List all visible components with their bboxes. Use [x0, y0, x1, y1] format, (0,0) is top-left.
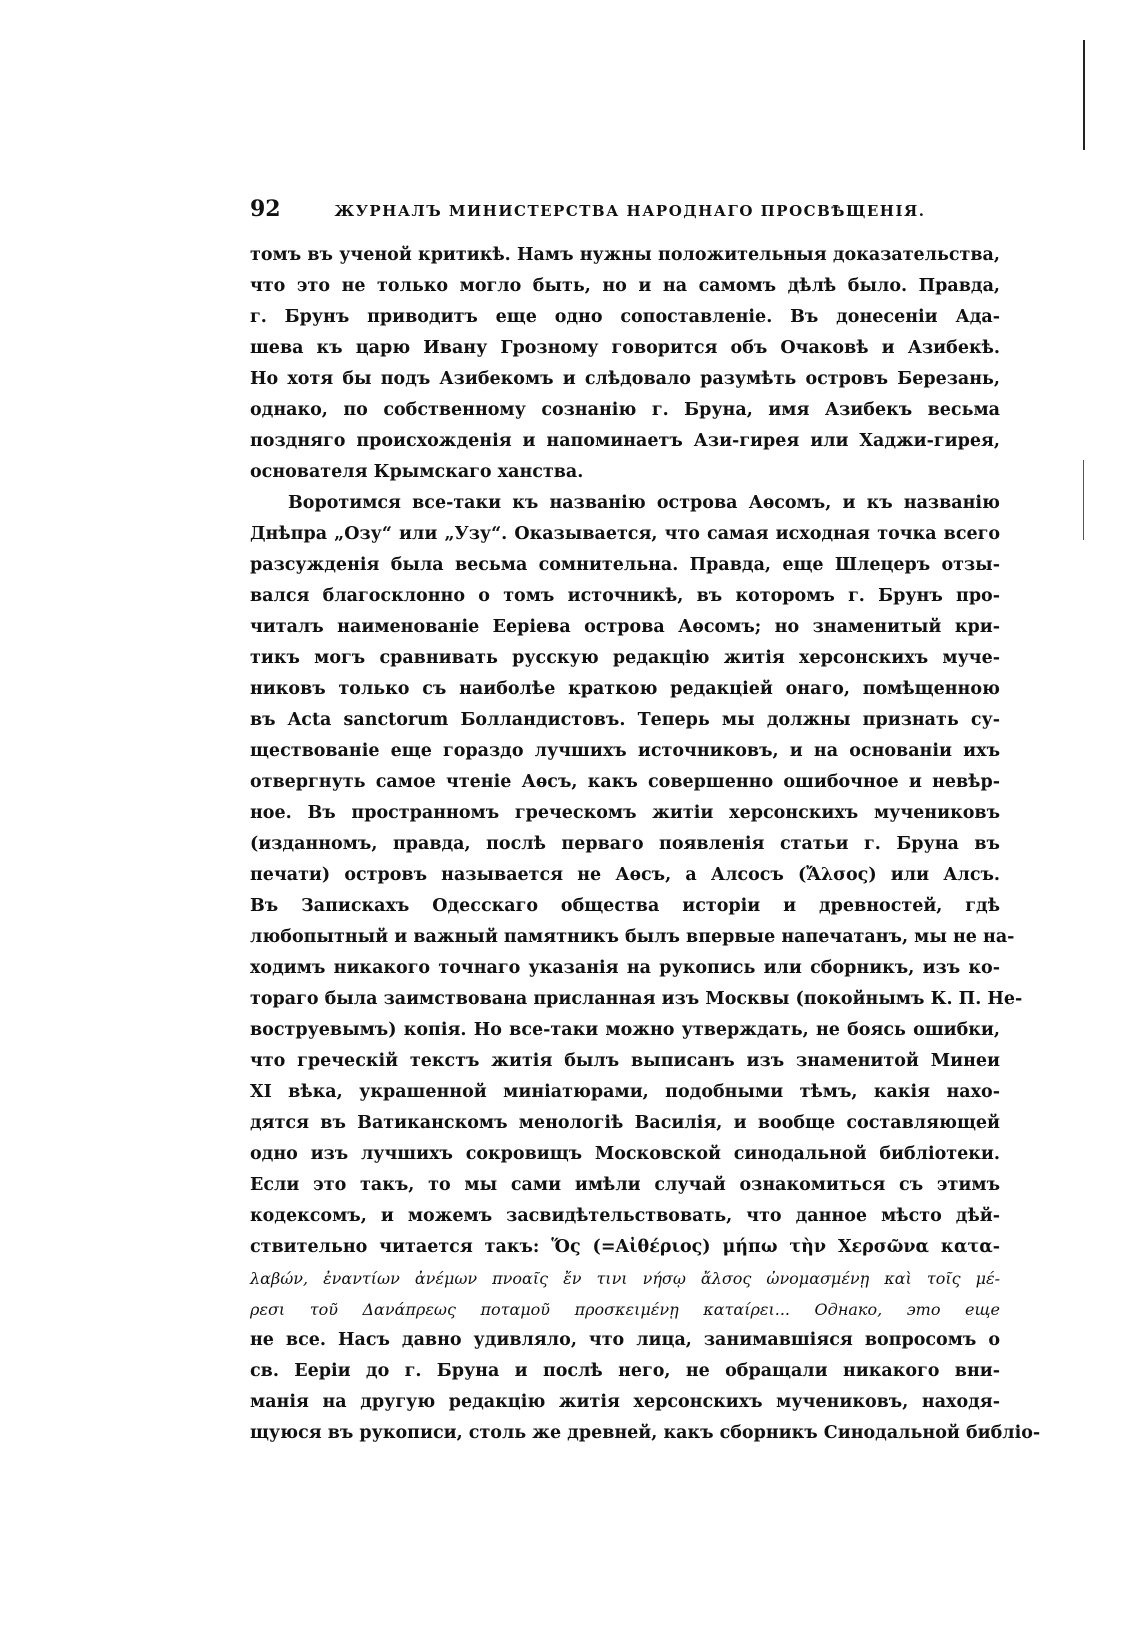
scan-margin-line-lower: [1083, 460, 1084, 540]
text-line: поздняго происхожденія и напоминаетъ Ази-гирея или Хаджи-гирея,: [250, 431, 1000, 451]
text-line: Но хотя бы подъ Азибекомъ и слѣдовало разумѣть островъ Березань,: [250, 369, 1000, 389]
document-page: [250, 196, 1041, 1449]
text-line: щуюся въ рукописи, столь же древней, какъ сборникъ Синодальной библіо-: [250, 1423, 1041, 1443]
text-line: ходимъ никакого точнаго указанія на рукопись или сборникъ, изъ ко-: [250, 958, 1000, 978]
text-line: г. Брунъ приводитъ еще одно сопоставленіе. Въ донесеніи Ада-: [250, 307, 1000, 327]
text-line: Если это такъ, то мы сами имѣли случай ознакомиться съ этимъ: [250, 1175, 1000, 1195]
text-line: (изданномъ, правда, послѣ перваго появленія статьи г. Бруна въ: [250, 834, 1000, 854]
text-line: что греческій текстъ житія былъ выписанъ изъ знаменитой Минеи: [250, 1051, 1000, 1071]
body-text: [250, 240, 1041, 1449]
text-line: одно изъ лучшихъ сокровищъ Московской синодальной библіотеки.: [250, 1144, 1000, 1164]
text-line: шева къ царю Ивану Грозному говорится объ Очаковѣ и Азибекѣ.: [250, 338, 1000, 358]
text-line: манія на другую редакцію житія херсонскихъ мучениковъ, находя-: [250, 1392, 1000, 1412]
text-line: не все. Насъ давно удивляло, что лица, занимавшіяся вопросомъ о: [250, 1330, 1000, 1350]
text-line: однако, по собственному сознанію г. Бруна, имя Азибекъ весьма: [250, 400, 1000, 420]
text-line: печати) островъ называется не Аѳсъ, а Алсосъ (Ἄλσος) или Алсъ.: [250, 865, 1000, 885]
text-line: вался благосклонно о томъ источникѣ, въ которомъ г. Брунъ про-: [250, 586, 1000, 606]
journal-title: ЖУРНАЛЪ МИНИСТЕРСТВА НАРОДНАГО ПРОСВѢЩЕНІЯ.: [334, 202, 926, 220]
text-line: отвергнуть самое чтеніе Аѳсъ, какъ совершенно ошибочное и невѣр-: [250, 772, 1000, 792]
text-line: основателя Крымскаго ханства.: [250, 462, 584, 482]
page-number: 92: [250, 196, 281, 222]
running-head: [250, 196, 1000, 236]
greek-quote-line: ρεσι τοῦ Δανάπρεως ποταμοῦ προσκειμένῃ καταίρει... Однако, это еще: [250, 1300, 1000, 1319]
text-line: тораго была заимствована присланная изъ Москвы (покойнымъ К. П. Не-: [250, 989, 1023, 1009]
text-line: кодексомъ, и можемъ засвидѣтельствовать, что данное мѣсто дѣй-: [250, 1206, 1000, 1226]
text-line: св. Ееріи до г. Бруна и послѣ него, не обращали никакого вни-: [250, 1361, 1000, 1381]
text-line: ствительно читается такъ: Ὅς (=Αἰθέριος) μήπω τὴν Χερσῶνα κατα-: [250, 1237, 1000, 1257]
text-line: никовъ только съ наиболѣе краткою редакціей онаго, помѣщенною: [250, 679, 1000, 699]
text-line: въ Acta sanctorum Болландистовъ. Теперь мы должны признать су-: [250, 710, 1000, 730]
text-line: тикъ могъ сравнивать русскую редакцію житія херсонскихъ муче-: [250, 648, 1000, 668]
greek-quote-line: λαβών, ἐναντίων ἀνέμων πνοαῖς ἔν τινι νήσῳ ἄλσος ὠνομασμένῃ καὶ τοῖς μέ-: [250, 1269, 1000, 1288]
text-line: ное. Въ пространномъ греческомъ житіи херсонскихъ мучениковъ: [250, 803, 1000, 823]
text-line: Въ Запискахъ Одесскаго общества исторіи и древностей, гдѣ: [250, 896, 1000, 916]
text-line: разсужденія была весьма сомнительна. Правда, еще Шлецеръ отзы-: [250, 555, 1000, 575]
text-line: воструевымъ) копія. Но все-таки можно утверждать, не боясь ошибки,: [250, 1020, 1000, 1040]
text-line: что это не только могло быть, но и на самомъ дѣлѣ было. Правда,: [250, 276, 1000, 296]
text-line: XI вѣка, украшенной миніатюрами, подобными тѣмъ, какія нахо-: [250, 1082, 1000, 1102]
text-line: дятся въ Ватиканскомъ менологіѣ Василія, и вообще составляющей: [250, 1113, 1000, 1133]
text-line: читалъ наименованіе Ееріева острова Аѳсомъ; но знаменитый кри-: [250, 617, 1000, 637]
text-line: ществованіе еще гораздо лучшихъ источниковъ, и на основаніи ихъ: [250, 741, 1000, 761]
scan-margin-line: [1083, 40, 1085, 150]
text-line: любопытный и важный памятникъ былъ впервые напечатанъ, мы не на-: [250, 927, 1015, 947]
text-line: томъ въ ученой критикѣ. Намъ нужны положительныя доказательства,: [250, 245, 1000, 265]
text-line: Днѣпра „Озу“ или „Узу“. Оказывается, что самая исходная точка всего: [250, 524, 1000, 544]
paragraph-start-line: Воротимся все-таки къ названію острова Аѳсомъ, и къ названію: [288, 493, 1000, 513]
